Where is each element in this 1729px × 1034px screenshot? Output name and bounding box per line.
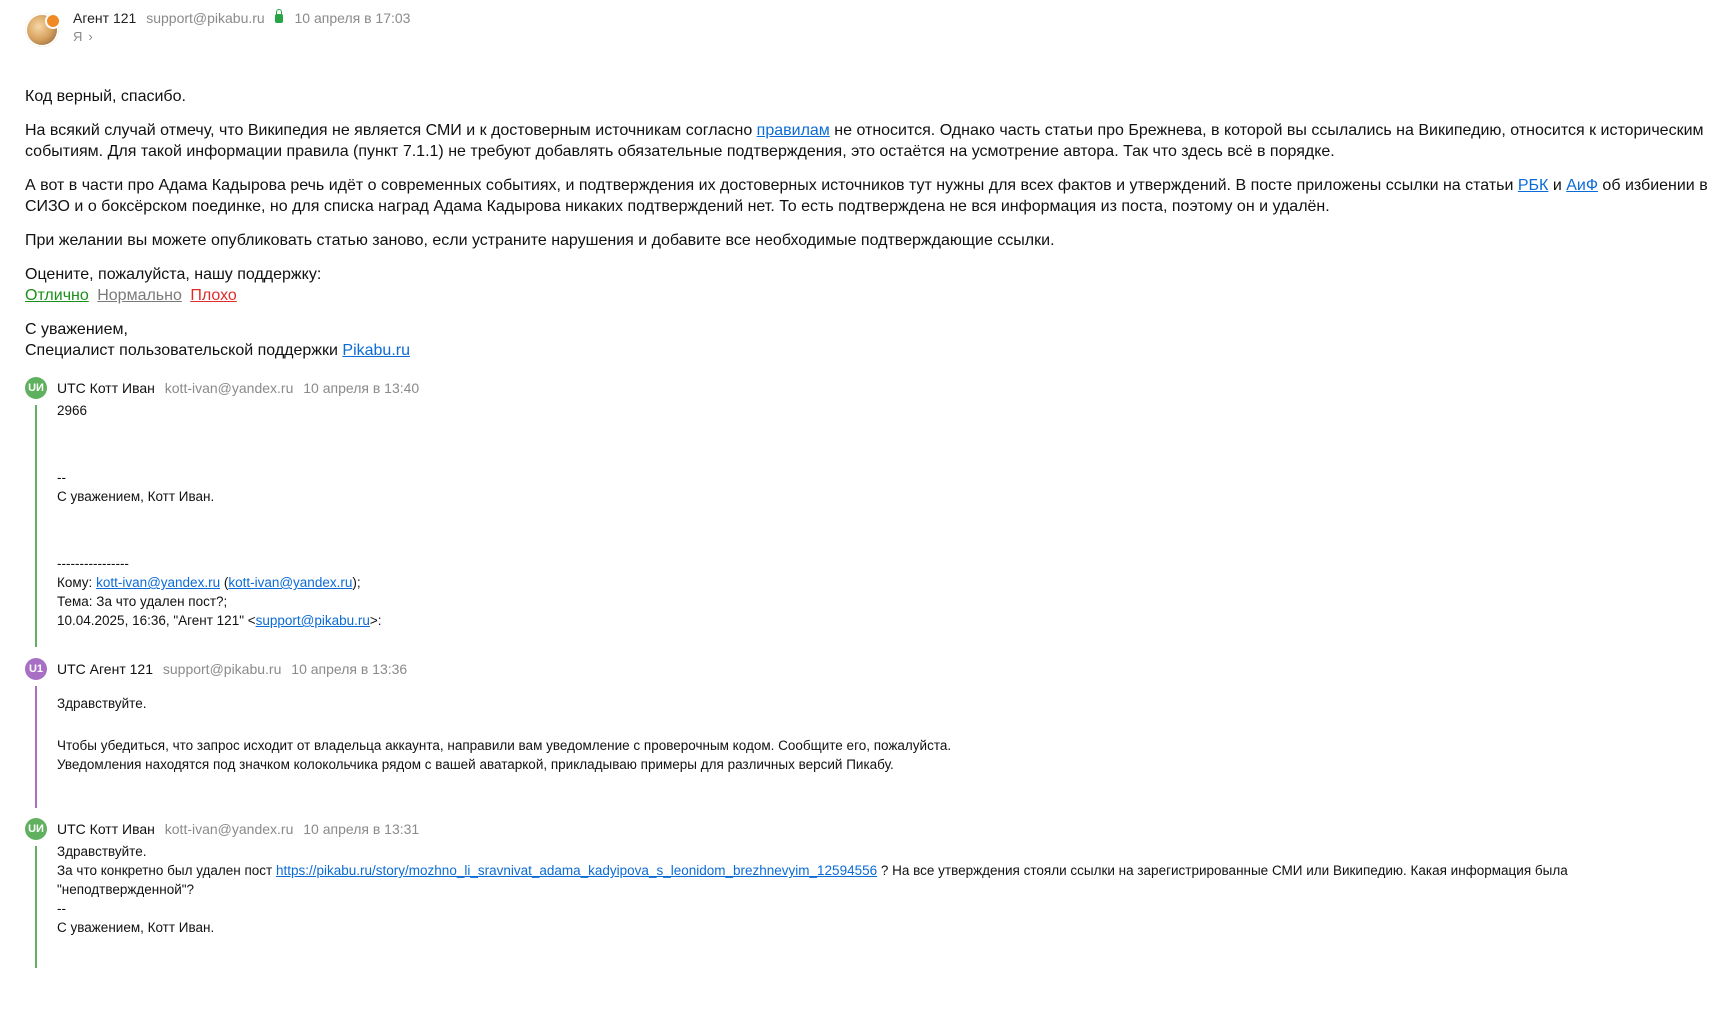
- quote-line-question: [57, 861, 1568, 880]
- quote-line-signature: С уважением, Котт Иван.: [57, 489, 215, 504]
- lock-icon: [275, 14, 283, 23]
- avatar[interactable]: UИ: [25, 377, 47, 399]
- body-text: об избиении в СИЗО и о боксёрском поединке, но для списка наград Адама Кадырова никаких подтверждений нет. То есть подтверждена не вся информация из поста, поэтому он и удалён.: [25, 177, 1708, 215]
- quote-header: [57, 661, 407, 677]
- rate-excellent-link[interactable]: Отлично: [25, 287, 89, 304]
- origin-text: 10.04.2025, 16:36, "Агент 121" <: [57, 613, 256, 628]
- rbk-link[interactable]: РБК: [1517, 177, 1549, 194]
- pikabu-link[interactable]: Pikabu.ru: [342, 342, 410, 359]
- quote-line-separator: ----------------: [57, 556, 129, 571]
- recipient-name[interactable]: Я: [73, 29, 83, 44]
- quoted-message: [25, 818, 1715, 968]
- body-text: Код верный, спасибо.: [25, 88, 186, 105]
- rate-normal-link[interactable]: Нормально: [97, 287, 182, 304]
- quote-line-subject: Тема: За что удален пост?;: [57, 594, 228, 609]
- quote-date: 10 апреля в 13:40: [303, 380, 420, 396]
- message-date: 10 апреля в 17:03: [294, 10, 411, 26]
- body-paragraph-4: [25, 230, 1725, 251]
- quote-date: 10 апреля в 13:36: [291, 661, 408, 677]
- aif-link[interactable]: АиФ: [1566, 177, 1598, 194]
- body-text: не относится. Однако часть статьи про Брежнева, в которой вы ссылались на Википедию, относится к историческим событиям. Для такой информации правила (пункт 7.1.1) не требуют добавлять обязательные подтверждения, это остаётся на усмотрение автора. Так что здесь всё в порядке.: [25, 122, 1704, 160]
- rules-link[interactable]: правилам: [756, 122, 830, 139]
- message-header: [25, 10, 1675, 50]
- body-paragraph-3: [25, 175, 1725, 217]
- origin-text-end: >:: [369, 613, 382, 628]
- quote-line-dash: --: [57, 470, 66, 485]
- quoted-message: [25, 377, 1715, 647]
- avatar[interactable]: UИ: [25, 818, 47, 840]
- sender-name[interactable]: Агент 121: [73, 10, 137, 26]
- spacer: [57, 713, 951, 736]
- quote-sender-name[interactable]: UTC Котт Иван: [57, 380, 155, 396]
- quote-line: [35, 686, 37, 808]
- paren-open: (: [220, 575, 229, 590]
- quote-header: [57, 821, 419, 837]
- paren-close: );: [352, 575, 361, 590]
- quote-line-text: "неподтвержденной"?: [57, 882, 195, 897]
- quote-sender-name[interactable]: UTC Агент 121: [57, 661, 153, 677]
- question-text: За что конкретно был удален пост: [57, 863, 276, 878]
- quote-line-text: Уведомления находятся под значком колокольчика рядом с вашей аватаркой, прикладываю примеры для различных версий Пикабу.: [57, 757, 894, 772]
- signature-greeting: С уважением,: [25, 321, 128, 338]
- body-text: А вот в части про Адама Кадырова речь идёт о современных событиях, и подтверждения их достоверных источников тут нужны для всех фактов и утверждений. В посте приложены ссылки на статьи: [25, 177, 1518, 194]
- rate-bad-link[interactable]: Плохо: [190, 287, 237, 304]
- quote-sender-email[interactable]: kott-ivan@yandex.ru: [164, 380, 294, 396]
- quote-line-greeting: Здравствуйте.: [57, 844, 147, 859]
- spacer: [57, 506, 382, 554]
- sender-line: [73, 10, 410, 26]
- sender-avatar[interactable]: [25, 13, 59, 47]
- quote-sender-email[interactable]: support@pikabu.ru: [162, 661, 282, 677]
- rating-options: [25, 287, 241, 304]
- quote-sender-email[interactable]: kott-ivan@yandex.ru: [164, 821, 294, 837]
- to-email-link[interactable]: kott-ivan@yandex.ru: [96, 575, 221, 590]
- chevron-right-icon[interactable]: ›: [88, 29, 93, 44]
- origin-email-link[interactable]: support@pikabu.ru: [255, 613, 370, 628]
- to-label: Кому:: [57, 575, 97, 590]
- sender-email[interactable]: support@pikabu.ru: [146, 10, 265, 26]
- message-body: [25, 86, 1725, 374]
- recipient-line[interactable]: [73, 29, 93, 44]
- quote-line-signature: С уважением, Котт Иван.: [57, 920, 215, 935]
- quote-body: [57, 401, 382, 630]
- quote-line: [35, 405, 37, 647]
- body-text: и: [1548, 177, 1567, 194]
- quote-line-greeting: Здравствуйте.: [57, 696, 147, 711]
- quote-header: [57, 380, 419, 396]
- avatar[interactable]: U1: [25, 658, 47, 680]
- to-email-link-2[interactable]: kott-ivan@yandex.ru: [228, 575, 353, 590]
- body-text: При желании вы можете опубликовать статью заново, если устраните нарушения и добавите все необходимые подтверждающие ссылки.: [25, 232, 1055, 249]
- quote-line-origin: [57, 611, 382, 630]
- signature-block: [25, 319, 1725, 361]
- quote-body: [57, 842, 1568, 937]
- quote-line-dash: --: [57, 901, 66, 916]
- body-paragraph-2: [25, 120, 1725, 162]
- body-paragraph-1: [25, 86, 1725, 107]
- quote-date: 10 апреля в 13:31: [303, 821, 420, 837]
- quote-line-code: 2966: [57, 403, 88, 418]
- question-text-end: ? На все утверждения стояли ссылки на зарегистрированные СМИ или Википедию. Какая информация была: [877, 863, 1568, 878]
- quote-body: [57, 694, 951, 774]
- body-text: На всякий случай отмечу, что Википедия не является СМИ и к достоверным источникам согласно: [25, 122, 757, 139]
- quote-line-text: Чтобы убедиться, что запрос исходит от владельца аккаунта, направили вам уведомление с проверочным кодом. Сообщите его, пожалуйста.: [57, 738, 952, 753]
- quoted-message: [25, 658, 1715, 808]
- story-link[interactable]: https://pikabu.ru/story/mozhno_li_sravnivat_adama_kadyipova_s_leonidom_brezhnevyim_12594556: [275, 863, 878, 878]
- signature-title: Специалист пользовательской поддержки: [25, 342, 343, 359]
- quote-line-to: [57, 573, 382, 592]
- spacer: [57, 420, 382, 468]
- quote-line: [35, 846, 37, 968]
- rating-prompt: Оцените, пожалуйста, нашу поддержку:: [25, 266, 322, 283]
- rating-block: [25, 264, 1725, 306]
- quote-sender-name[interactable]: UTC Котт Иван: [57, 821, 155, 837]
- avatar-badge-icon: [45, 13, 61, 29]
